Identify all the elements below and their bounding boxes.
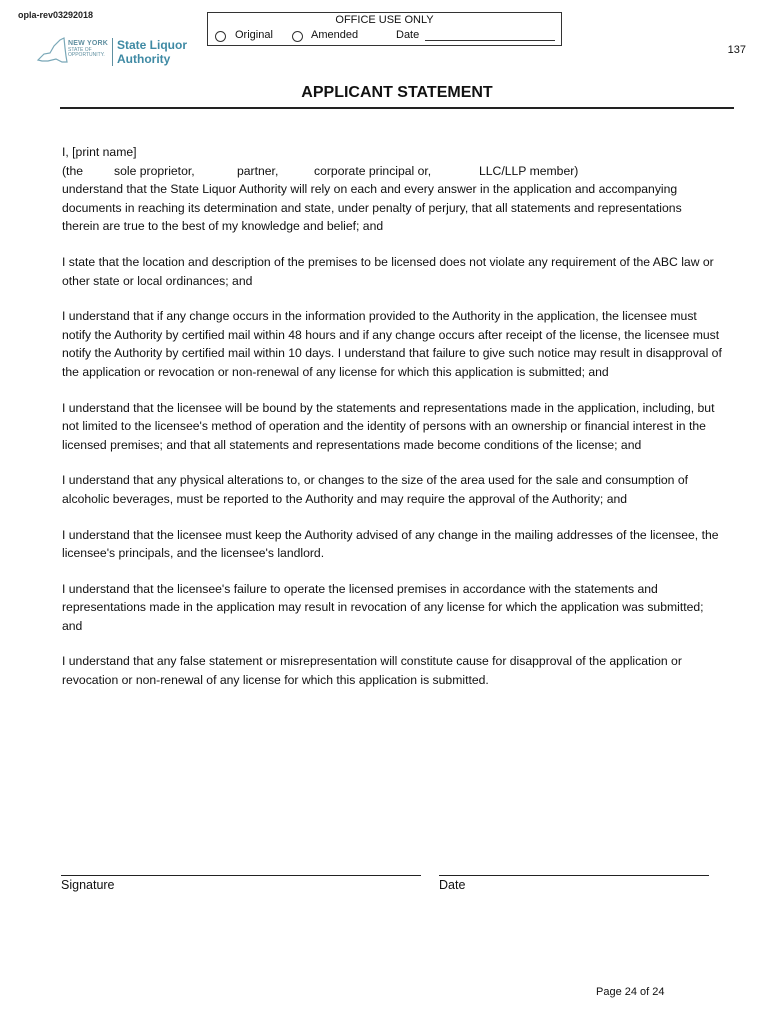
title-block bbox=[60, 84, 734, 109]
logo-state-name: NEW YORK bbox=[68, 40, 108, 47]
role-partner: partner, bbox=[237, 163, 279, 178]
signature-date-label: Date bbox=[439, 878, 466, 892]
signature-date-field[interactable] bbox=[439, 875, 709, 876]
original-radio-label: Original bbox=[235, 29, 273, 41]
agency-logo bbox=[36, 34, 196, 70]
statement-paragraph: I understand that any false statement or misrepresentation will constitute cause for disapproval of the application or revocation or non-renewal of any license for which this application is submitted. bbox=[62, 654, 682, 688]
logo-agency-line1: State Liquor bbox=[117, 38, 188, 52]
statement-paragraph: I understand that any physical alterations to, or changes to the size of the area used for the sale and consumption of alcoholic beverages, must be reported to the Authority and may require the approval of the Authority; and bbox=[62, 473, 689, 506]
logo-divider bbox=[112, 38, 113, 66]
signature-label: Signature bbox=[61, 878, 115, 892]
page-code: 137 bbox=[727, 44, 746, 56]
office-date-field[interactable] bbox=[425, 40, 555, 41]
ny-state-outline-icon bbox=[36, 34, 68, 66]
statement-body bbox=[62, 143, 722, 707]
statement-continuation: understand that the State Liquor Authority will rely on each and every answer in the application and accompanying documents in reaching its determination and state, under penalty of perjury, that all statements and representations therein are true to the best of my knowledge and belief; and bbox=[62, 182, 682, 234]
role-prefix: (the bbox=[62, 163, 84, 178]
title-rule bbox=[60, 107, 734, 109]
amended-radio-label: Amended bbox=[311, 29, 359, 41]
logo-agency-name bbox=[117, 38, 187, 66]
office-use-box bbox=[207, 12, 562, 46]
signature-field[interactable] bbox=[61, 875, 421, 876]
role-sole-proprietor: sole proprietor, bbox=[114, 163, 195, 178]
statement-paragraph: I understand that the licensee must keep the Authority advised of any change in the mailing addresses of the licensee, the licensee's principals, and the licensee's landlord. bbox=[62, 527, 719, 561]
print-name-line: I, [print name] bbox=[62, 145, 137, 159]
statement-paragraph: I understand that the licensee's failure to operate the licensed premises in accordance with the statements and representations made in the application may result in revocation of any license for which the application was submitted; and bbox=[62, 581, 704, 633]
role-llc-member: LLC/LLP member) bbox=[479, 163, 579, 178]
form-id: opla-rev03292018 bbox=[18, 10, 94, 20]
office-date-label: Date bbox=[396, 29, 420, 41]
page-number: Page 24 of 24 bbox=[596, 986, 665, 998]
logo-agency-line2: Authority bbox=[117, 52, 171, 66]
original-radio[interactable] bbox=[215, 31, 226, 42]
statement-paragraph: I understand that if any change occurs in the information provided to the Authority in the application, the licensee must notify the Authority by certified mail within 48 hours and if any change occurs after receipt of the license, the licensee must notify the Authority by certified mail within 10 days. I understand that failure to give such notice may result in disapproval of the application or revocation or non-renewal of any license for which this application is submitted; and bbox=[62, 309, 722, 379]
role-corporate-principal: corporate principal or, bbox=[314, 163, 432, 178]
statement-paragraph: I understand that the licensee will be bound by the statements and representations made in the application, including, but not limited to the licensee's method of operation and the identity of persons with an ownership or financial interest in the licensed premises; and that all statements and representations made become conditions of the license; and bbox=[62, 400, 715, 452]
logo-state-tagline: STATE OF OPPORTUNITY. bbox=[68, 47, 105, 58]
amended-radio[interactable] bbox=[292, 31, 303, 42]
page-title: APPLICANT STATEMENT bbox=[301, 84, 493, 101]
statement-paragraph: I state that the location and description of the premises to be licensed does not violate any requirement of the ABC law or other state or local ordinances; and bbox=[62, 254, 714, 288]
role-options bbox=[62, 162, 722, 181]
office-use-title: OFFICE USE ONLY bbox=[335, 14, 434, 26]
